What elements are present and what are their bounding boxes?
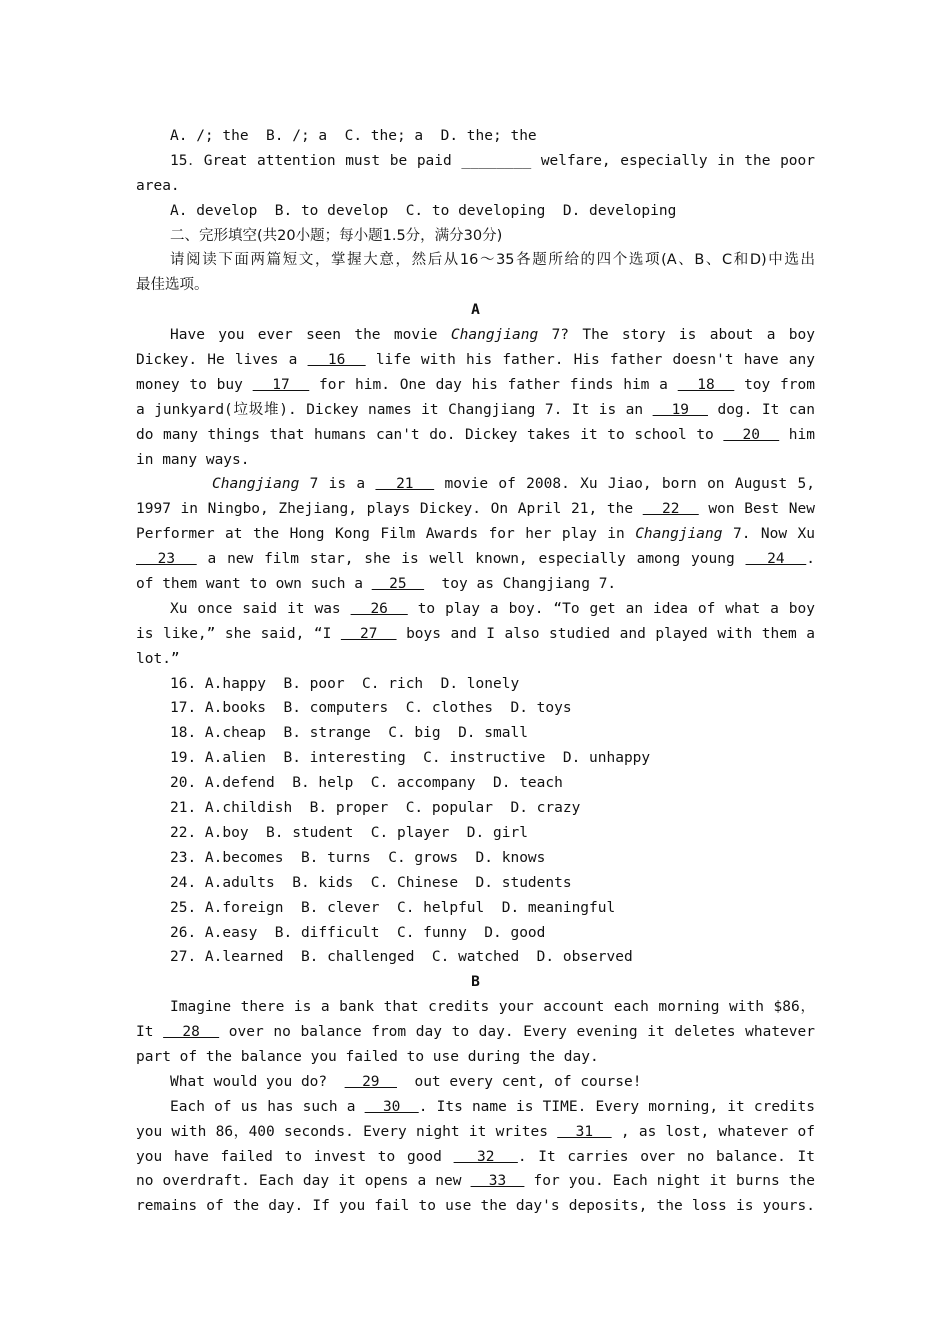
- passage-b-label: B: [471, 974, 480, 991]
- passage-b-line: part of the balance you failed to use during the day.: [136, 1048, 599, 1065]
- passage-a-line: is like,” she said, “I 27 boys and I also studied and played with them a: [136, 625, 815, 642]
- q14-options: A. /; the B. /; a C. the; a D. the; the: [170, 128, 537, 144]
- movie-title: Changjiang: [635, 526, 723, 543]
- blank-23: 23: [136, 551, 197, 568]
- blank-25: 25: [371, 576, 425, 593]
- question-item: 27. A.learned B. challenged C. watched D. observed: [170, 949, 633, 966]
- question-item: 18. A.cheap B. strange C. big D. small: [170, 725, 528, 742]
- passage-b-line: you have failed to invest to good 32 . It carries over no balance. It: [136, 1148, 815, 1165]
- passage-a-line: 1997 in Ningbo, Zhejiang, plays Dickey. On April 21, the 22 won Best New: [136, 501, 815, 518]
- question-item: 17. A.books B. computers C. clothes D. toys: [170, 700, 572, 717]
- question-item: 25. A.foreign B. clever C. helpful D. meaningful: [170, 899, 616, 916]
- blank-26: 26: [350, 600, 408, 617]
- section-heading: 二、完形填空(共20小题；每小题1.5分，满分30分): [170, 227, 503, 244]
- passage-a-line: money to buy 17 for him. One day his father finds him a 18 toy from: [136, 376, 815, 393]
- passage-a-line: 23 a new film star, she is well known, especially among young 24 .: [136, 551, 815, 568]
- blank-30: 30: [364, 1098, 419, 1115]
- passage-a-line: Changjiang 7 is a 21 movie of 2008. Xu Jiao, born on August 5,: [212, 476, 815, 493]
- blank-18: 18: [677, 376, 735, 393]
- blank-31: 31: [557, 1123, 612, 1140]
- blank-32: 32: [453, 1148, 518, 1165]
- question-item: 23. A.becomes B. turns C. grows D. knows: [170, 849, 546, 866]
- passage-a-line: Xu once said it was 26 to play a boy. “To get an idea of what a boy: [170, 600, 815, 617]
- blank-16: 16: [307, 352, 366, 369]
- question-item: 24. A.adults B. kids C. Chinese D. students: [170, 874, 572, 891]
- blank-17: 17: [252, 376, 310, 393]
- passage-b-line: Each of us has such a 30 . Its name is TIME. Every morning, it credits: [170, 1098, 815, 1115]
- passage-a-label: A: [471, 302, 480, 319]
- blank-28: 28: [163, 1024, 220, 1041]
- section-instruction-cont: 最佳选项。: [136, 277, 209, 294]
- passage-a: [136, 323, 815, 671]
- question-item: 19. A.alien B. interesting C. instructive D. unhappy: [170, 750, 651, 767]
- blank-24: 24: [745, 551, 807, 568]
- passage-b-line: What would you do? 29 out every cent, of course!: [170, 1073, 642, 1090]
- question-item: 16. A.happy B. poor C. rich D. lonely: [170, 675, 520, 692]
- passage-a-line: a junkyard(垃圾堆). Dickey names it Changjiang 7. It is an 19 dog. It can: [136, 401, 815, 418]
- blank-20: 20: [723, 426, 780, 443]
- q15-options: A. develop B. to develop C. to developing D. developing: [170, 202, 677, 219]
- blank-19: 19: [652, 401, 708, 418]
- passage-b-line: no overdraft. Each day it opens a new 33 for you. Each night it burns the: [136, 1173, 815, 1190]
- passage-a-line: Performer at the Hong Kong Film Awards for her play in Changjiang 7. Now Xu: [136, 526, 815, 543]
- question-item: 26. A.easy B. difficult C. funny D. good: [170, 924, 546, 941]
- passage-b: [136, 995, 815, 1219]
- question-item: 20. A.defend B. help C. accompany D. teach: [170, 775, 563, 792]
- blank-33: 33: [470, 1173, 525, 1190]
- passage-b-line: remains of the day. If you fail to use the day's deposits, the loss is yours.: [136, 1198, 815, 1215]
- question-item: 22. A.boy B. student C. player D. girl: [170, 824, 528, 841]
- passage-a-line: Dickey. He lives a 16 life with his father. His father doesn't have any: [136, 352, 815, 369]
- q15-stem-cont: area.: [136, 177, 180, 194]
- passage-a-line: of them want to own such a 25 toy as Changjiang 7.: [136, 576, 617, 593]
- passage-a-line: do many things that humans can't do. Dickey takes it to school to 20 him: [136, 426, 815, 443]
- blank-27: 27: [340, 625, 397, 642]
- passage-a-line: lot.”: [136, 650, 180, 667]
- passage-b-line: It 28 over no balance from day to day. Every evening it deletes whatever: [136, 1024, 815, 1041]
- passage-a-line: Have you ever seen the movie Changjiang 7? The story is about a boy: [170, 327, 815, 344]
- section-instruction: 请阅读下面两篇短文，掌握大意，然后从16～35各题所给的四个选项(A、B、C和D)中选出: [170, 252, 815, 269]
- passage-a-line: in many ways.: [136, 451, 250, 468]
- blank-29: 29: [344, 1073, 397, 1090]
- movie-title: Changjiang: [450, 327, 539, 344]
- blank-21: 21: [375, 476, 435, 493]
- movie-title: Changjiang: [212, 476, 300, 493]
- passage-a-questions: [136, 672, 815, 971]
- passage-b-line: Imagine there is a bank that credits your account each morning with $86，: [170, 999, 815, 1016]
- q15-stem: 15．Great attention must be paid ________ welfare, especially in the poor: [170, 152, 815, 169]
- passage-b-line: you with 86，400 seconds. Every night it writes 31 , as lost, whatever of: [136, 1123, 815, 1140]
- exam-page: [136, 124, 815, 1219]
- question-item: 21. A.childish B. proper C. popular D. crazy: [170, 800, 581, 817]
- blank-22: 22: [642, 501, 699, 518]
